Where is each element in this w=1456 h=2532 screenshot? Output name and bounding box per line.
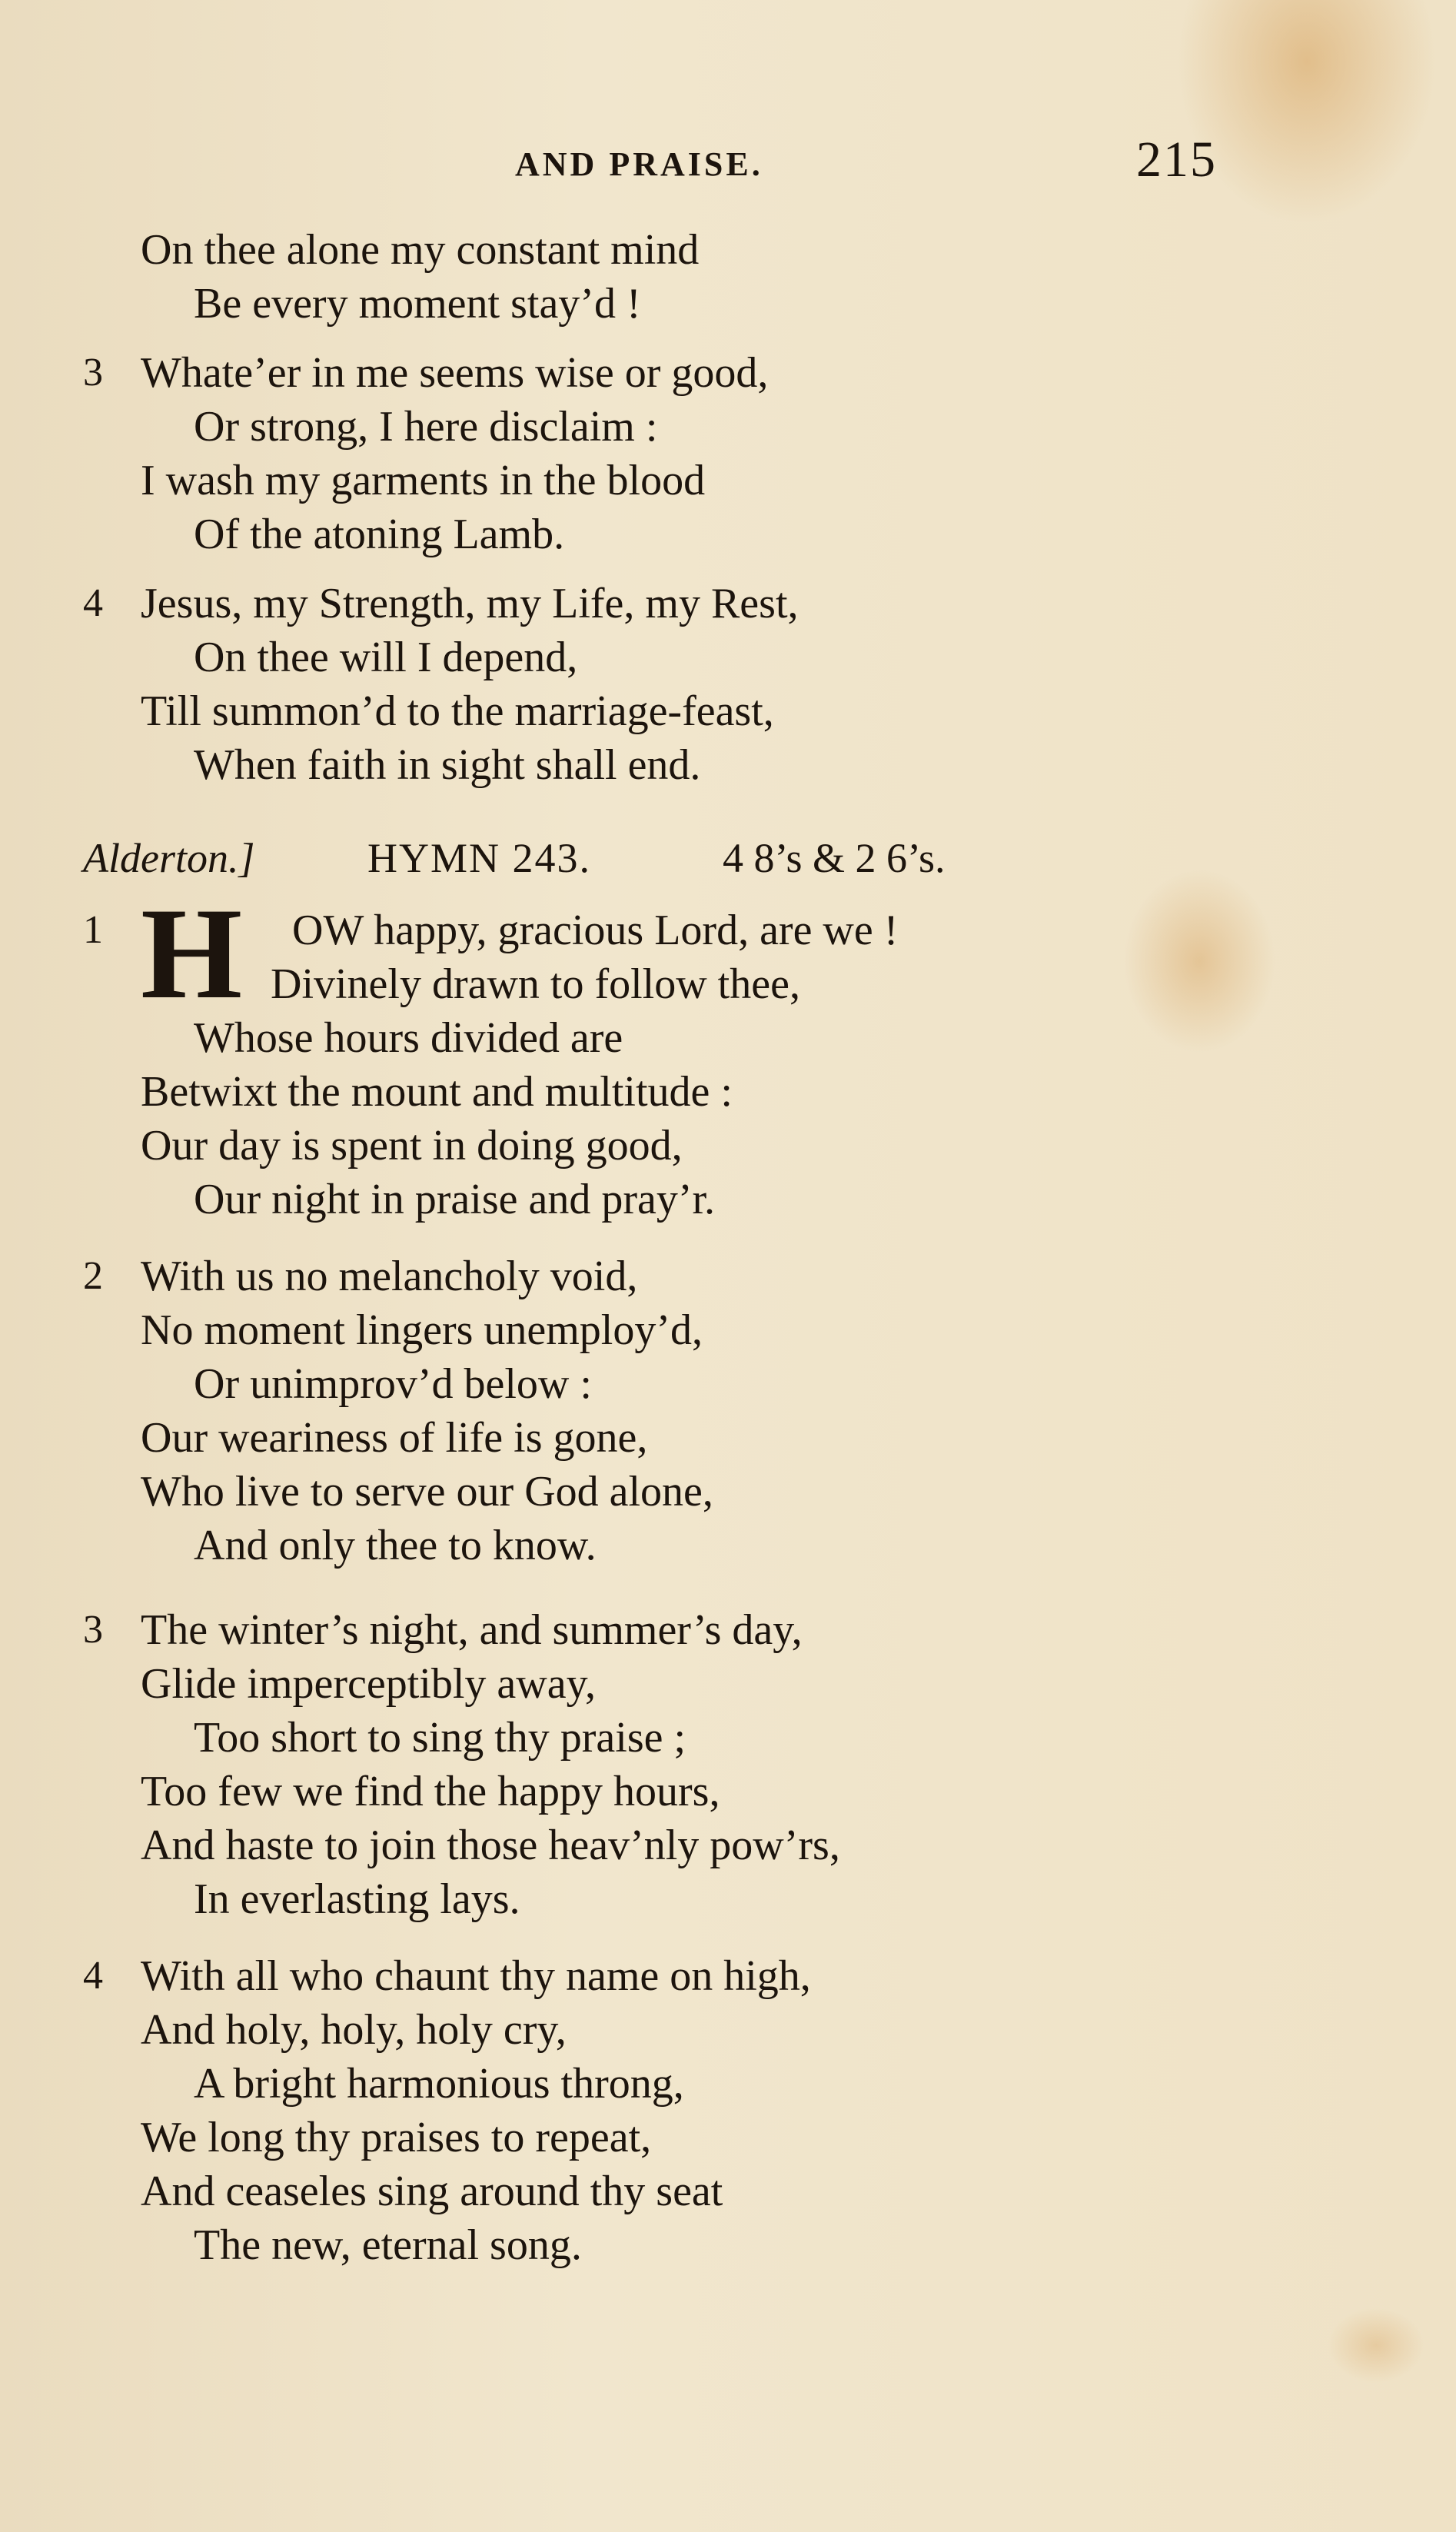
drop-cap: H xyxy=(141,881,243,1026)
verse-line: Or strong, I here disclaim : xyxy=(194,403,658,451)
verse-line: Whose hours divided are xyxy=(194,1014,623,1062)
hymn-meter: 4 8’s & 2 6’s. xyxy=(723,835,946,881)
verse-line: Who live to serve our God alone, xyxy=(141,1468,713,1516)
verse-number: 4 xyxy=(83,581,103,625)
verse-line: Our weariness of life is gone, xyxy=(141,1414,648,1462)
verse-line: Divinely drawn to follow thee, xyxy=(271,960,800,1008)
hymn-number: HYMN 243. xyxy=(367,835,592,881)
page-header xyxy=(0,131,1456,200)
page-number: 215 xyxy=(1136,131,1217,188)
verse-line: Our night in praise and pray’r. xyxy=(194,1176,716,1223)
tune-name: Alderton.] xyxy=(83,835,255,881)
verse-line: On thee will I depend, xyxy=(194,634,578,681)
verse-line: I wash my garments in the blood xyxy=(141,457,706,504)
verse-line: The new, eternal song. xyxy=(194,2221,582,2269)
verse-line: Of the atoning Lamb. xyxy=(194,511,565,558)
verse-line: Betwixt the mount and multitude : xyxy=(141,1068,733,1116)
verse-line: The winter’s night, and summer’s day, xyxy=(141,1606,803,1654)
verse-line: Too few we find the happy hours, xyxy=(141,1768,720,1815)
verse-line: And holy, holy, holy cry, xyxy=(141,2006,567,2054)
verse-line: Our day is spent in doing good, xyxy=(141,1122,683,1170)
verse-line: We long thy praises to repeat, xyxy=(141,2114,652,2161)
verse-line: No moment lingers unemploy’d, xyxy=(141,1306,703,1354)
verse-line: Too short to sing thy praise ; xyxy=(194,1714,686,1762)
verse-number: 1 xyxy=(83,908,103,952)
verse-line: And ceaseles sing around thy seat xyxy=(141,2168,723,2215)
verse-number: 3 xyxy=(83,1608,103,1652)
verse-line: With us no melancholy void, xyxy=(141,1253,638,1300)
verse-line: Jesus, my Strength, my Life, my Rest, xyxy=(141,580,799,627)
verse-line: And only thee to know. xyxy=(194,1522,597,1569)
running-head: AND PRAISE. xyxy=(515,145,763,183)
verse-line: OW happy, gracious Lord, are we ! xyxy=(292,907,899,954)
verse-line: And haste to join those heav’nly pow’rs, xyxy=(141,1822,840,1869)
verse-line: When faith in sight shall end. xyxy=(194,741,701,789)
verse-number: 3 xyxy=(83,351,103,394)
verse-line: Whate’er in me seems wise or good, xyxy=(141,349,769,397)
verse-line: In everlasting lays. xyxy=(194,1875,520,1923)
verse-line: Till summon’d to the marriage-feast, xyxy=(141,687,774,735)
verse-line: A bright harmonious throng, xyxy=(194,2060,684,2108)
verse-number: 2 xyxy=(83,1254,103,1298)
verse-number: 4 xyxy=(83,1954,103,1998)
verse-line: Glide imperceptibly away, xyxy=(141,1660,596,1708)
verse-line: Or unimprov’d below : xyxy=(194,1360,592,1408)
verse-line: On thee alone my constant mind xyxy=(141,226,700,274)
verse-line: With all who chaunt thy name on high, xyxy=(141,1952,811,2000)
verse-line: Be every moment stay’d ! xyxy=(194,280,641,328)
